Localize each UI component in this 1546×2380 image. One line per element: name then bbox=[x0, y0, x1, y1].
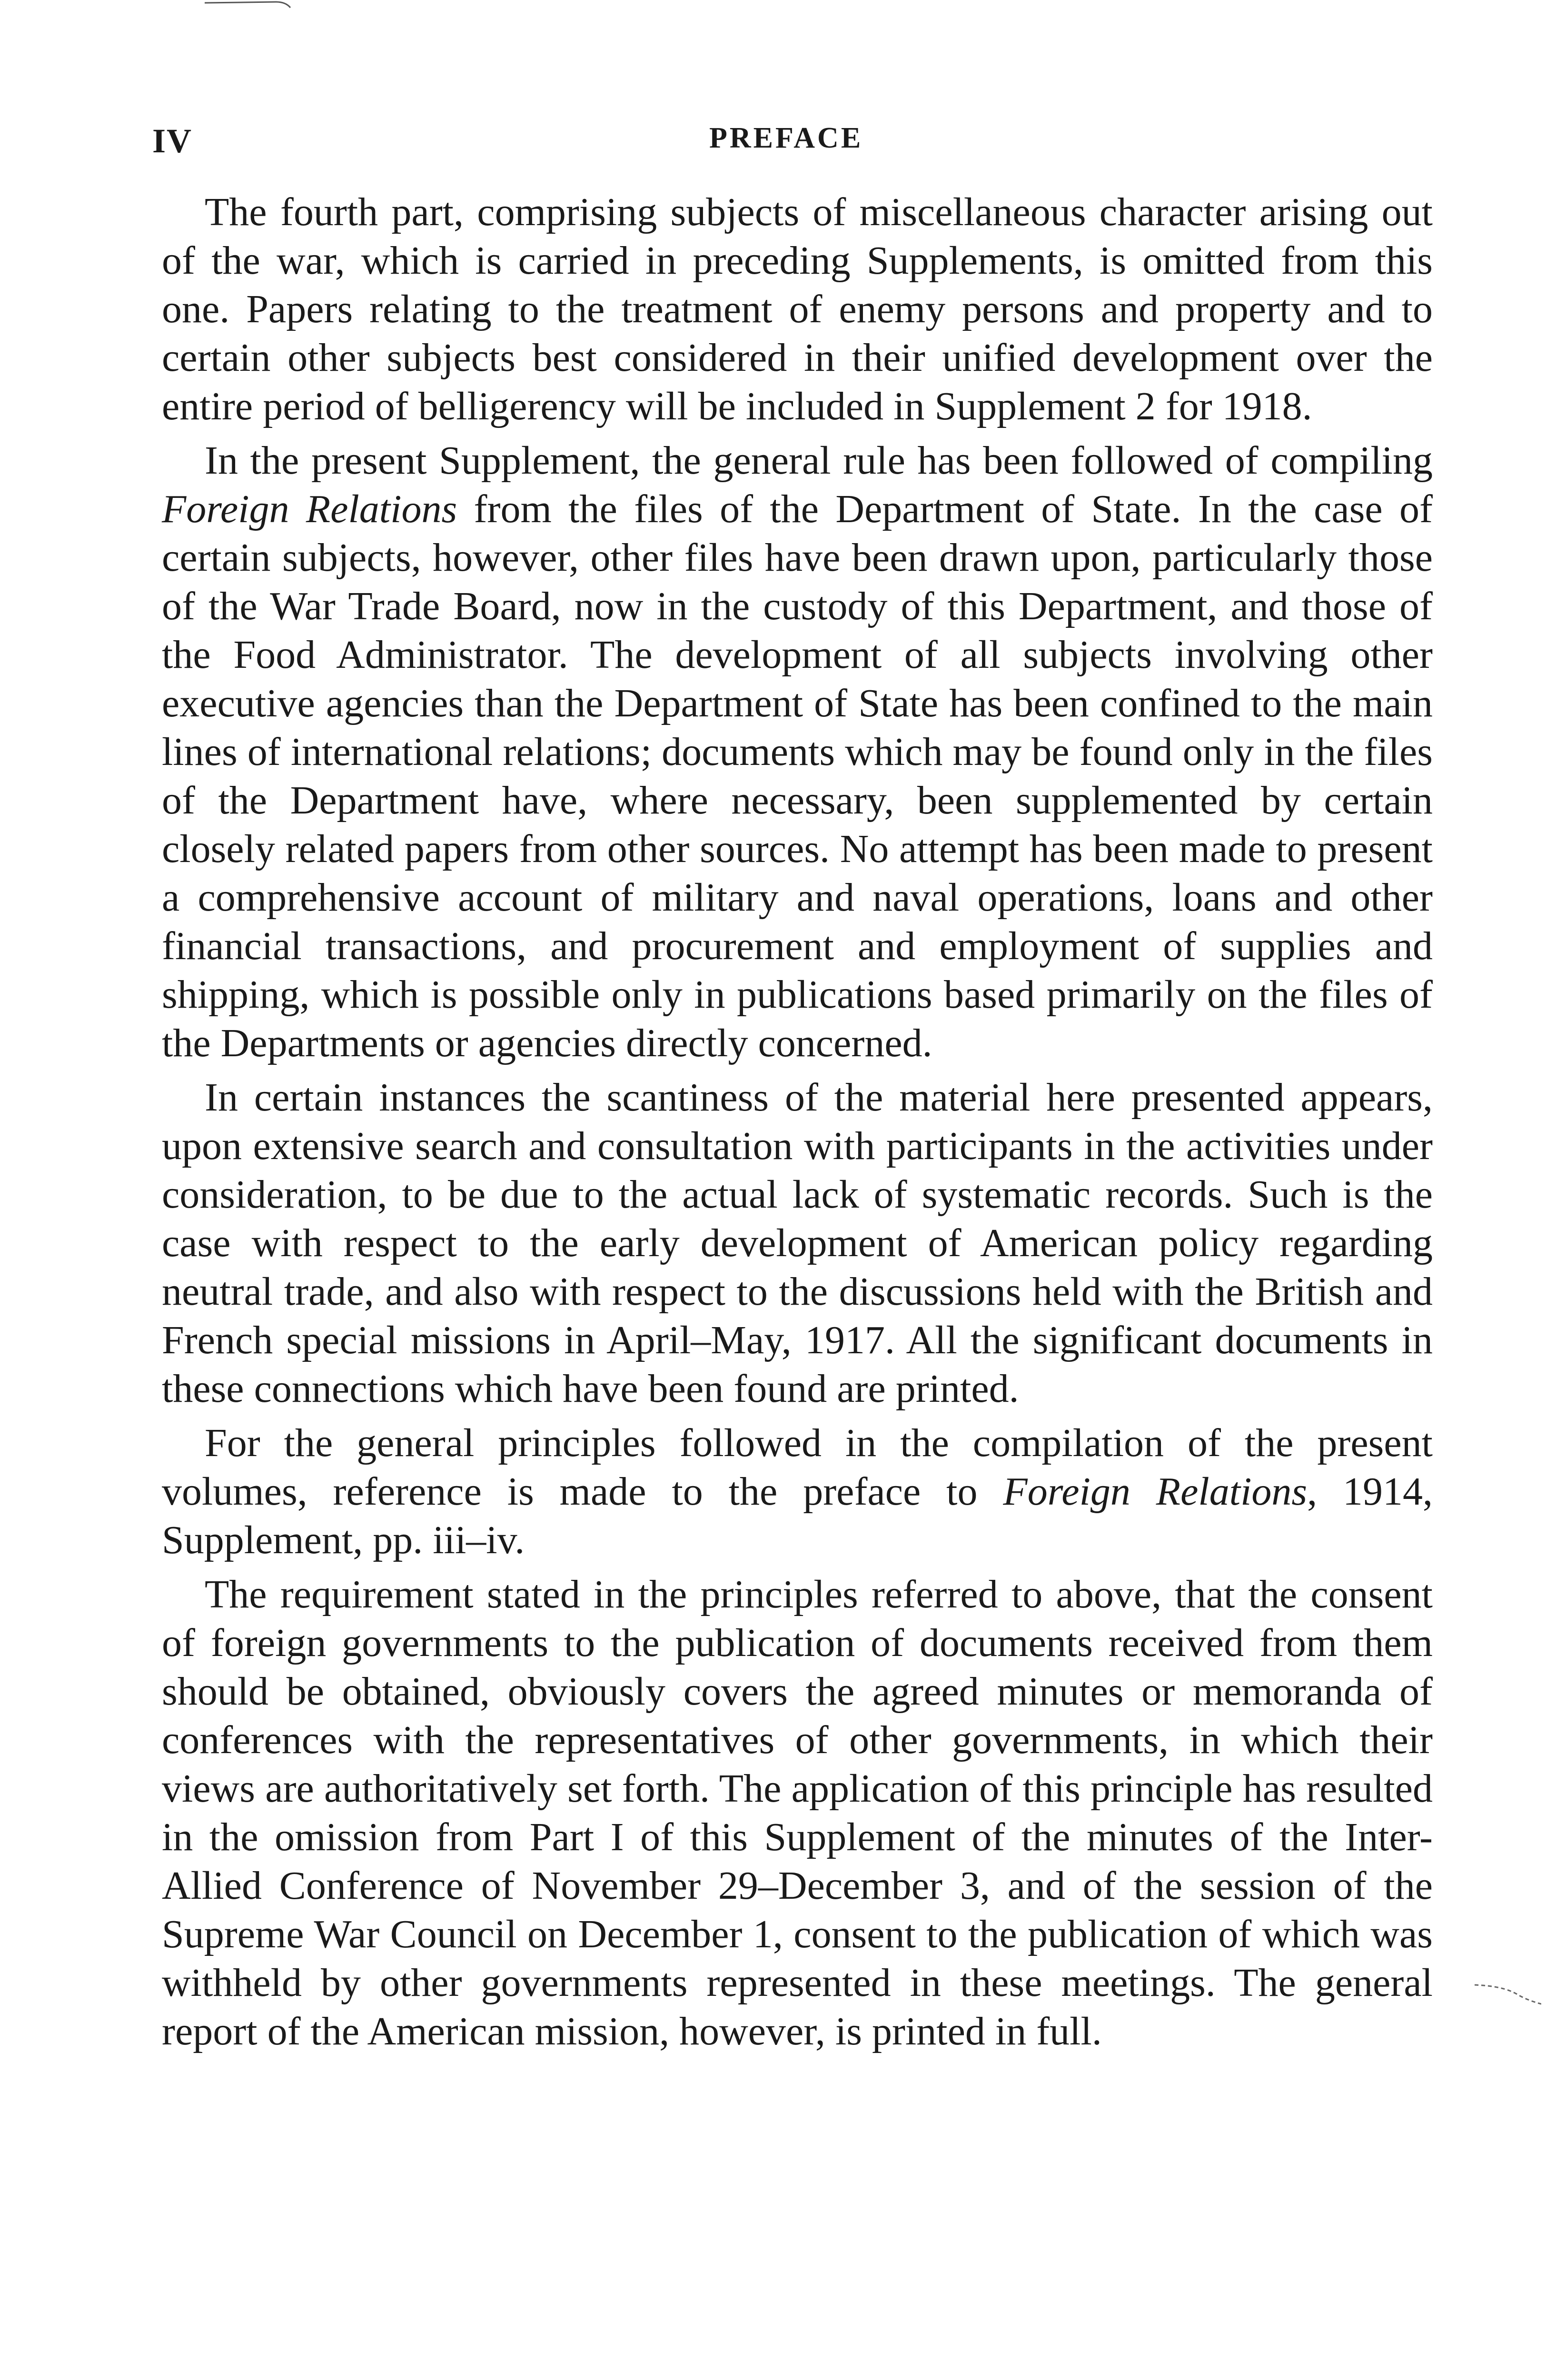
paragraph-3-text: In certain instances the scantiness of the material here presented appears, upon extensive search and consultation with participants in the activities under consideration, to be due to the actual lack of systematic records. Such is the case with respect to the early development of American policy regarding neutral trade, and also with respect to the discussions held with the British and French special missions in April–May, 1917. All the significant documents in these connections which have been found are printed. bbox=[162, 1075, 1433, 1411]
paragraph-2-title: Foreign Relations bbox=[162, 487, 457, 531]
running-head: PREFACE bbox=[709, 122, 863, 154]
paragraph-2 bbox=[162, 436, 1433, 1068]
paragraph-4-text-a: For the general principles followed in the compilation of the present volumes, reference is made to the preface to bbox=[162, 1421, 1433, 1514]
paragraph-1 bbox=[162, 188, 1433, 431]
paragraph-4-title: Foreign Relations bbox=[1003, 1469, 1308, 1514]
page-number: IV bbox=[152, 122, 193, 160]
paragraph-5-text: The requirement stated in the principles referred to above, that the consent of foreign governments to the publication of documents received from them should be obtained, obviously covers the agreed minutes or memoranda of conferences with the representatives of other governments, in which their views are authoritatively set forth. The application of this principle has resulted in the omission from Part I of this Supplement of the minutes of the Inter-Allied Conference of November 29–December 3, and of the session of the Supreme War Council on December 1, consent to the publication of which was withheld by other governments represented in these meetings. The general report of the American mission, however, is printed in full. bbox=[162, 1572, 1433, 2053]
paragraph-3 bbox=[162, 1073, 1433, 1413]
body-text bbox=[162, 188, 1433, 2062]
paragraph-5 bbox=[162, 1570, 1433, 2056]
page-header bbox=[152, 121, 1437, 164]
paragraph-1-text: The fourth part, comprising subjects of miscellaneous character arising out of the war, which is carried in preceding Supplements, is omitted from this one. Papers relating to the treatment of enemy persons and property and to certain other subjects best considered in their unified development over the entire period of belligerency will be included in Supplement 2 for 1918. bbox=[162, 190, 1433, 428]
paragraph-4-text-b: , 1914, Supplement, pp. iii–iv. bbox=[162, 1469, 1433, 1562]
paragraph-4 bbox=[162, 1419, 1433, 1565]
paragraph-2-text-b: from the files of the Department of State. In the case of certain subjects, however, other files have been drawn upon, particularly those of the War Trade Board, now in the custody of this Department, and those of the Food Administrator. The development of all subjects involving other executive agencies than the Department of State has been confined to the main lines of international relations; documents which may be found only in the files of the Department have, where necessary, been supplemented by certain closely related papers from other sources. No attempt has been made to present a comprehensive account of military and naval operations, loans and other financial transactions, and procurement and employment of supplies and shipping, which is possible only in publications based primarily on the files of the Departments or agencies directly concerned. bbox=[162, 487, 1433, 1065]
margin-edge-mark bbox=[1475, 1980, 1541, 2009]
paragraph-2-text-a: In the present Supplement, the general rule has been followed of compiling bbox=[205, 438, 1433, 483]
top-edge-mark bbox=[205, 0, 309, 10]
